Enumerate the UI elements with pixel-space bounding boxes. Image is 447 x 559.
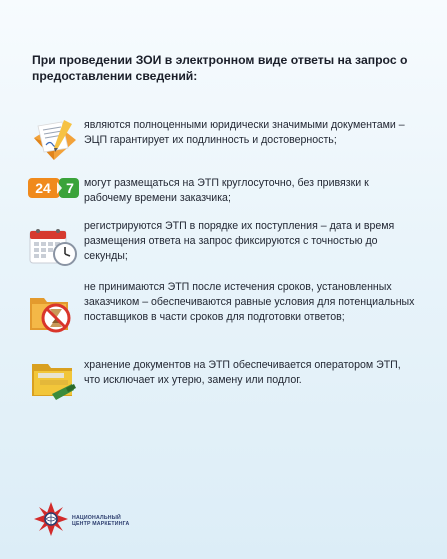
logo <box>32 500 152 540</box>
item-text: хранение документов на ЭТП обеспечивается оператором ЭТП, что исключает их утерю, замену или подлог. <box>84 359 401 386</box>
hourglass-forbidden-icon <box>28 290 78 339</box>
logo-line-2: ЦЕНТР МАРКЕТИНГА <box>72 521 130 527</box>
item-text: являются полноценными юридически значимыми документами – ЭЦП гарантирует их подлинность и достоверность; <box>84 119 405 146</box>
calendar-clock-icon <box>28 227 78 272</box>
logo-text <box>72 515 129 527</box>
page-title: При проведении ЗОИ в электронном виде ответы на запрос о предоставлении сведений: <box>32 53 408 83</box>
24-7-icon <box>28 176 80 205</box>
item-text: не принимаются ЭТП после истечения сроков, установленных заказчиком – обеспечиваются равные условия для потенциальных поставщиков в части сроков для подготовки ответов; <box>84 281 415 323</box>
logo-line-1: НАЦИОНАЛЬНЫЙ <box>72 515 121 521</box>
item-text: регистрируются ЭТП в порядке их поступления – дата и время размещения ответа на запрос фиксируются с точностью до секунды; <box>84 220 395 262</box>
logo-emblem-icon <box>32 500 70 538</box>
badge-7: 7 <box>66 180 74 196</box>
archive-folder-icon <box>28 358 78 405</box>
item-text: могут размещаться на ЭТП круглосуточно, без привязки к рабочему времени заказчика; <box>84 177 369 204</box>
signed-document-icon <box>28 118 78 169</box>
badge-24: 24 <box>35 180 51 196</box>
